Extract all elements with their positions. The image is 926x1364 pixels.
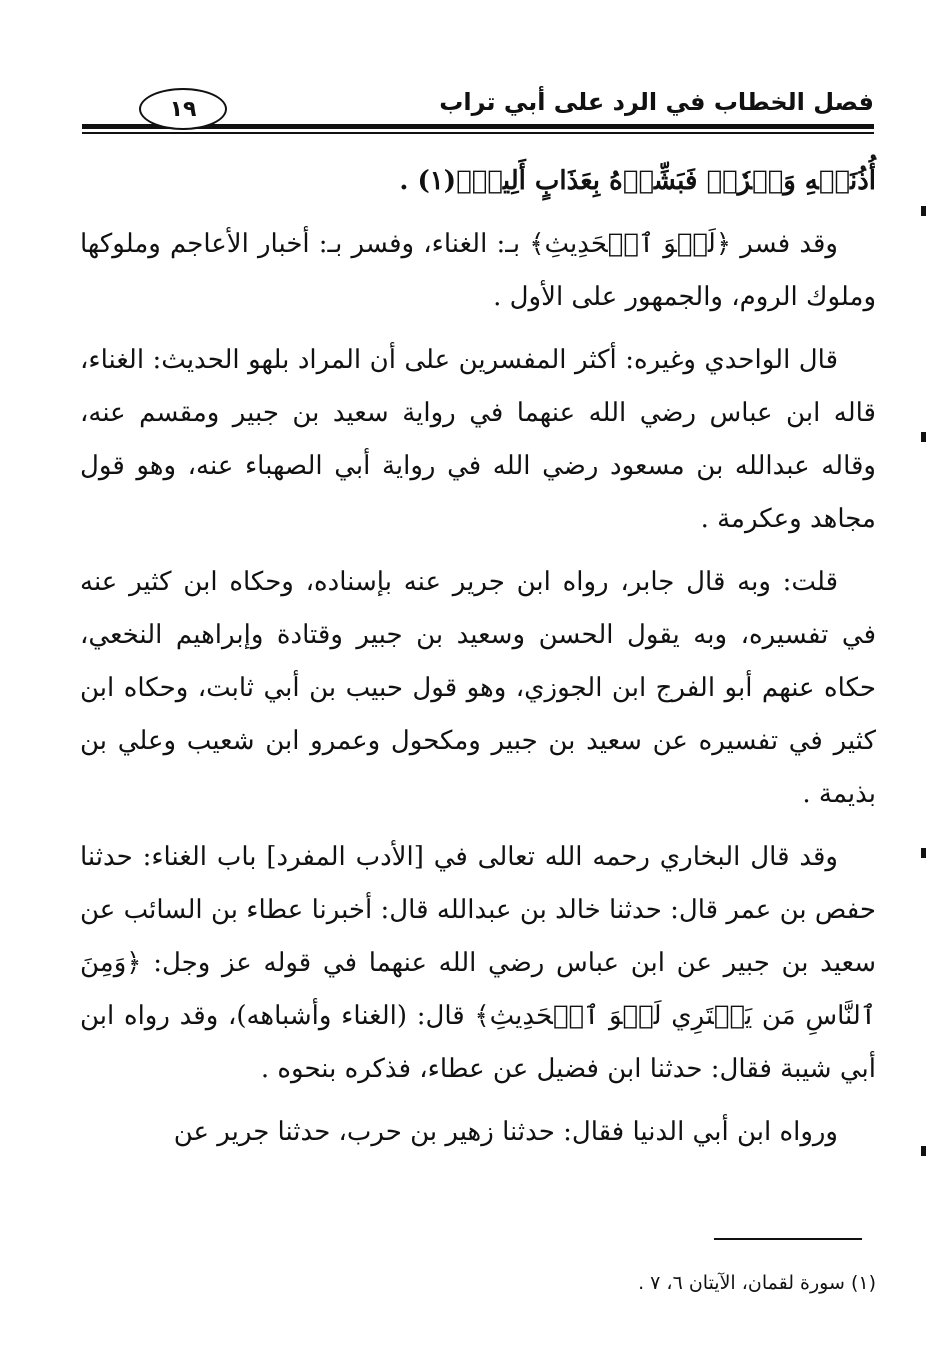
header-rule-thin [82, 132, 874, 134]
paragraph-tafsir: وقد فسر ﴿لَهۡوَ ٱلۡحَدِيثِ﴾ بـ: الغناء، وفسر بـ: أخبار الأعاجم وملوكها وملوك الروم، والجمهور على الأول . [80, 229, 876, 312]
scan-edge-mark [921, 206, 926, 216]
paragraph-ibn-abi-dunya: ورواه ابن أبي الدنيا فقال: حدثنا زهير بن حرب، حدثنا جرير عن [173, 1117, 838, 1147]
running-title: فصل الخطاب في الرد على أبي تراب [439, 88, 874, 116]
paragraph-verse-continuation: أُذُنَيۡهِ وَقۡرٗاۖ فَبَشِّرۡهُ بِعَذَابٍ أَلِيمٖ﴾(١) . [399, 166, 876, 196]
scan-edge-mark [921, 1146, 926, 1156]
page-header [82, 80, 874, 140]
footnote: (١) سورة لقمان، الآيتان ٦، ٧ . [638, 1272, 876, 1294]
paragraph-wahidi: قال الواحدي وغيره: أكثر المفسرين على أن المراد بلهو الحديث: الغناء، قاله ابن عباس رضي الله عنهما في رواية سعيد بن جبير ومقسم عنه، وقاله عبدالله بن مسعود رضي الله في رواية أبي الصهباء عنه، وهو قول مجاهد وعكرمة . [80, 345, 876, 534]
page-number-badge [139, 88, 227, 130]
scan-edge-mark [921, 848, 926, 858]
paragraph-bukhari: وقد قال البخاري رحمه الله تعالى في [الأدب المفرد] باب الغناء: حدثنا حفص بن عمر قال: حدثنا خالد بن عبدالله قال: أخبرنا عطاء بن السائب عن سعيد بن جبير عن ابن عباس رضي الله عنهما في قوله عز وجل: ﴿وَمِنَ ٱلنَّاسِ مَن يَشۡتَرِي لَهۡوَ ٱلۡحَدِيثِ﴾ قال: (الغناء وأشباهه)، وقد رواه ابن أبي شيبة فقال: حدثنا ابن فضيل عن عطاء، فذكره بنحوه . [80, 842, 876, 1084]
scan-edge-mark [921, 432, 926, 442]
footnote-separator [714, 1238, 862, 1240]
paragraph-qultu: قلت: وبه قال جابر، رواه ابن جرير عنه بإسناده، وحكاه ابن كثير عنه في تفسيره، وبه يقول الحسن وسعيد بن جبير وقتادة وإبراهيم النخعي، حكاه عنهم أبو الفرج ابن الجوزي، وهو قول حبيب بن أبي ثابت، وحكاه ابن كثير في تفسيره عن سعيد بن جبير ومكحول وعمرو ابن شعيب وعلي بن بذيمة . [80, 567, 876, 809]
body-text [80, 155, 876, 1169]
page-number: ١٩ [169, 96, 197, 122]
